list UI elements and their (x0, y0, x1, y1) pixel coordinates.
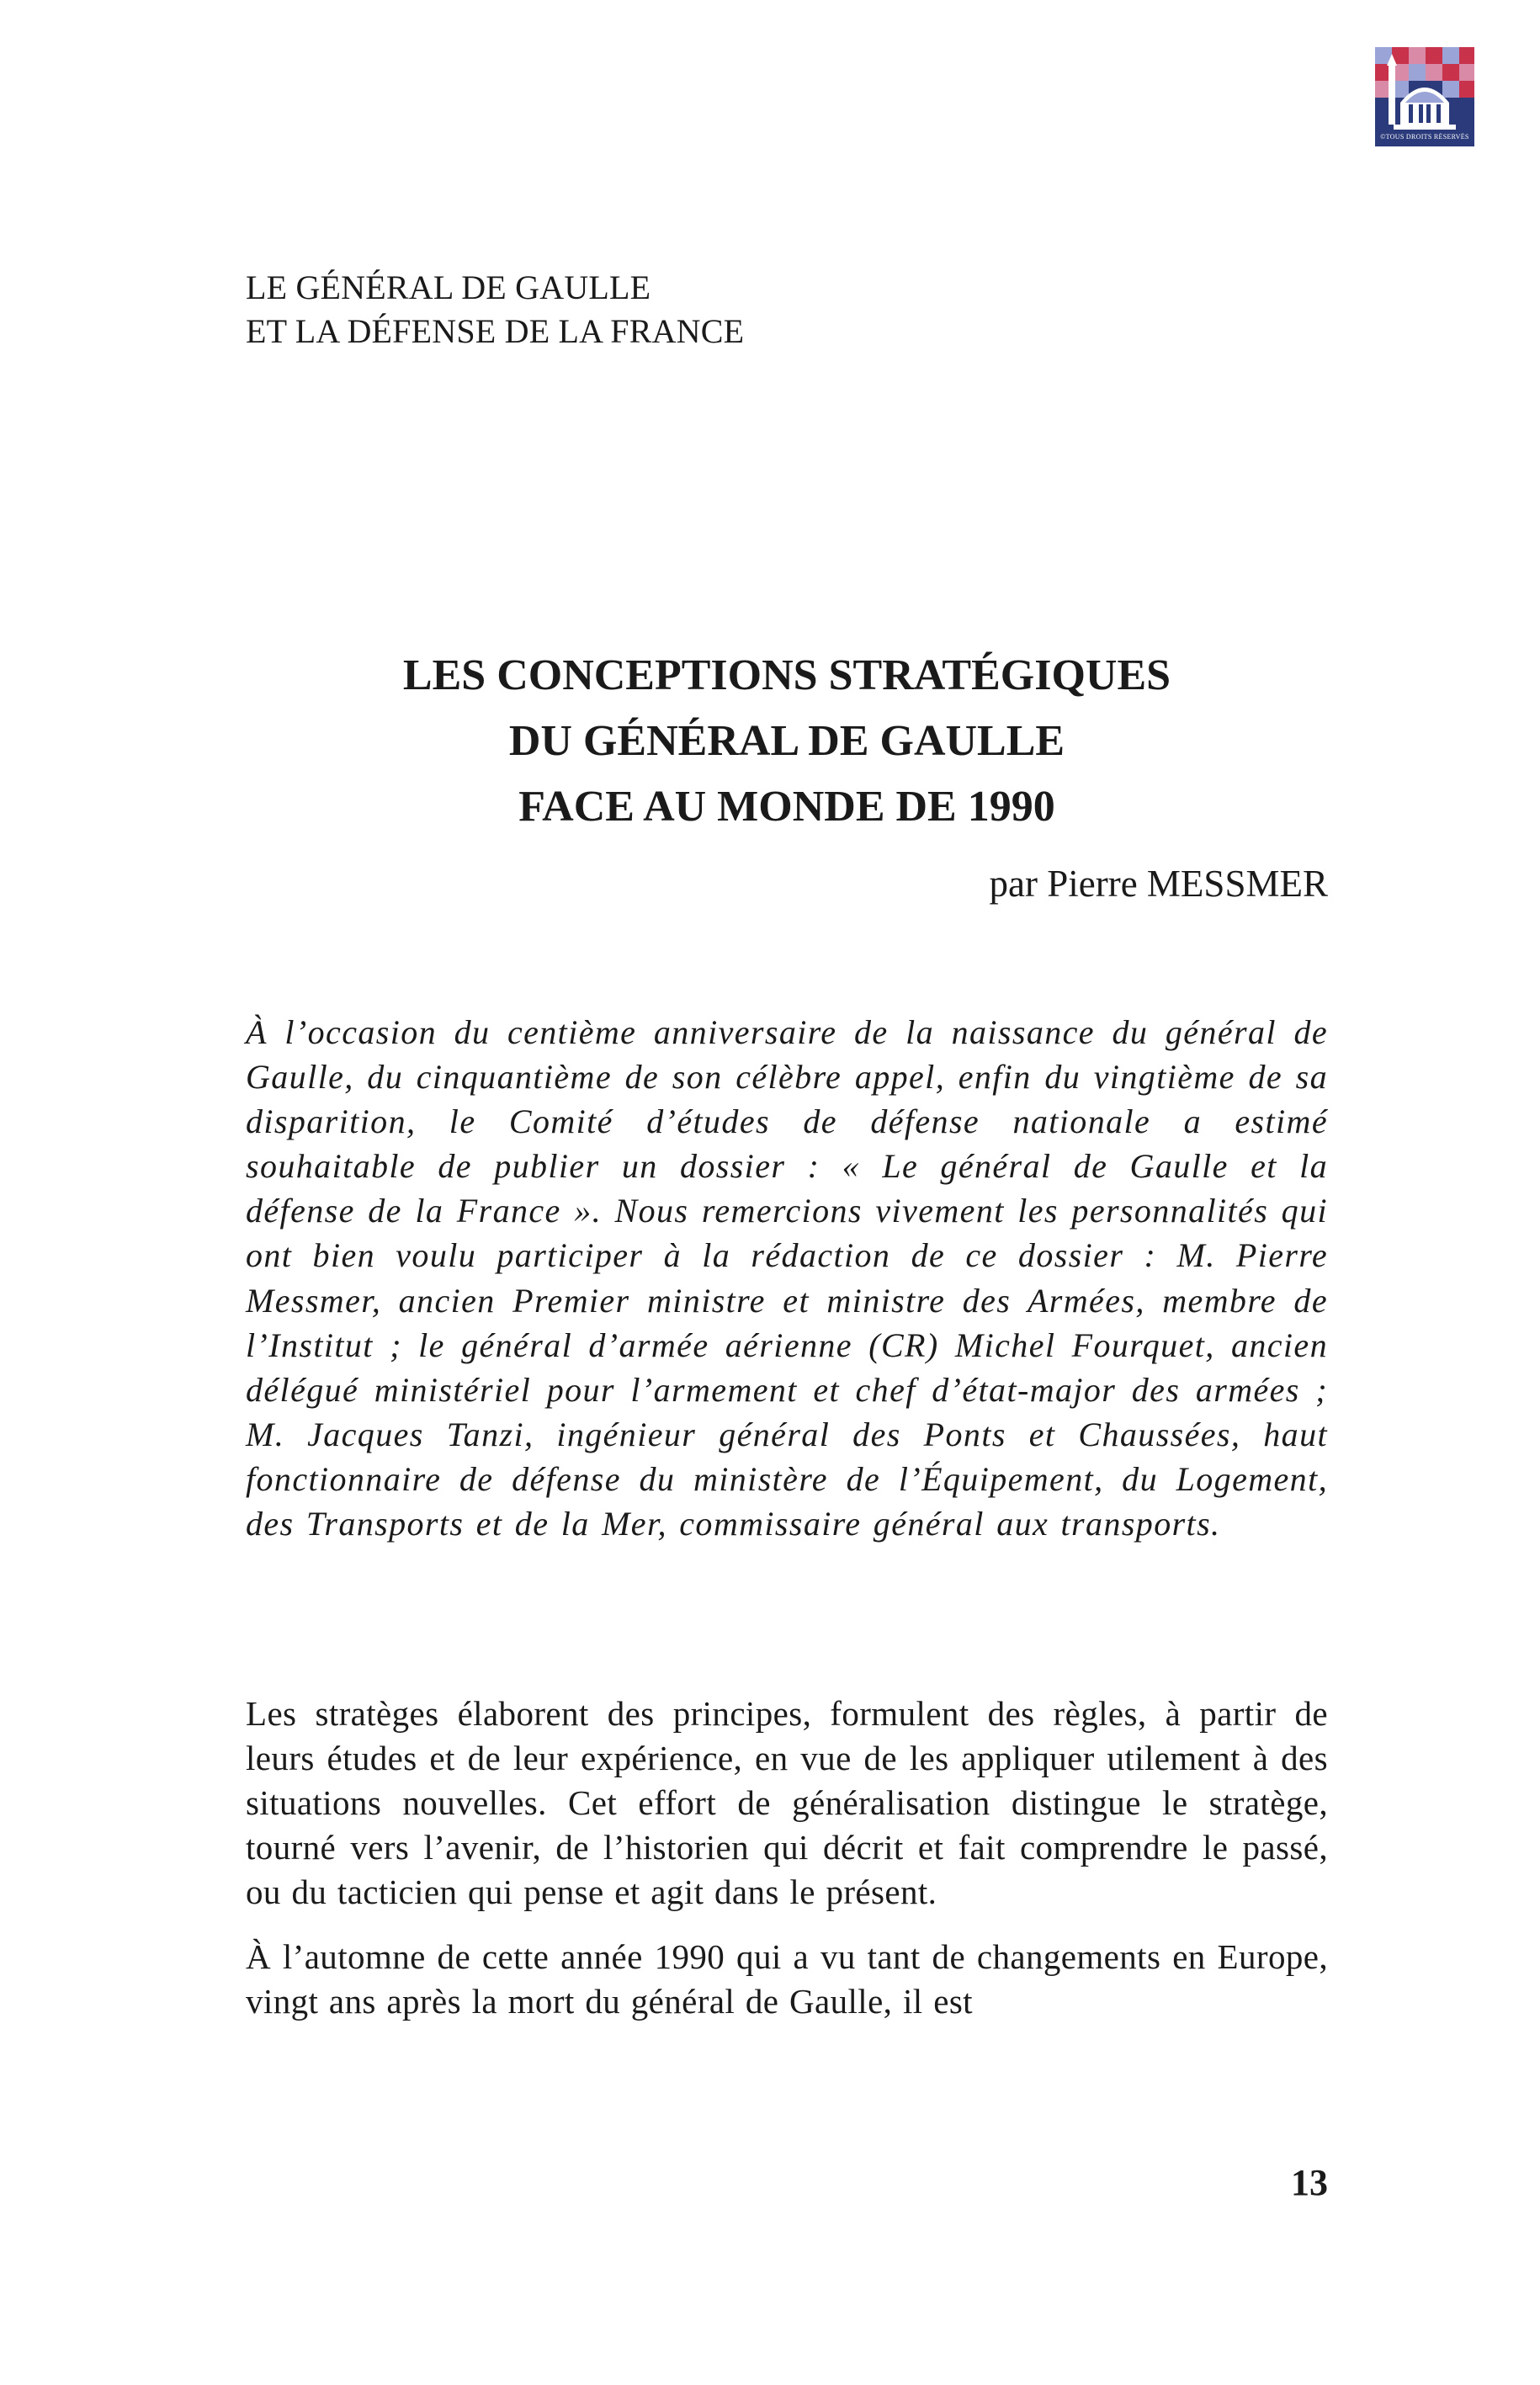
intro-paragraph: À l’occasion du centième anniversaire de la naissance du général de Gaulle, du cinquantième de son célèbre appel, enfin du vingtième de sa disparition, le Comité d’études de défense nationale a estimé souhaitable de publier un dossier : « Le général de Gaulle et la défense de la France ». Nous remercions vivement les personnalités qui ont bien voulu participer à la rédaction de ce dossier : M. Pierre Messmer, ancien Premier ministre et ministre des Armées, membre de l’Institut ; le général d’armée aérienne (CR) Michel Fourquet, ancien délégué ministériel pour l’armement et chef d’état-major des armées ; M. Jacques Tanzi, ingénieur général des Ponts et Chaussées, haut fonctionnaire de défense du ministère de l’Équipement, du Logement, des Transports et de la Mer, commissaire général aux transports. (246, 1013, 1328, 1543)
article-title-line: FACE AU MONDE DE 1990 (518, 783, 1055, 831)
author-byline: par Pierre MESSMER (989, 863, 1328, 905)
article-title-line: LES CONCEPTIONS STRATÉGIQUES (402, 651, 1171, 699)
publisher-logo (1375, 47, 1474, 146)
editorial-introduction (246, 1010, 1328, 1546)
article-title-line: DU GÉNÉRAL DE GAULLE (508, 717, 1065, 765)
series-heading (246, 266, 744, 353)
body-paragraph: Les stratèges élaborent des principes, formulent des règles, à partir de leurs études et de leur expérience, en vue de les appliquer utilement à des situations nouvelles. Cet effort de généralisation distingue le stratège, tourné vers l’avenir, de l’historien qui décrit et fait comprendre le passé, ou du tacticien qui pense et agit dans le présent. (246, 1694, 1328, 1911)
logo-caption: ©TOUS DROITS RÉSERVÉS (1380, 133, 1469, 141)
page-number: 13 (1291, 2162, 1328, 2203)
body-paragraph: À l’automne de cette année 1990 qui a vu tant de changements en Europe, vingt ans après la mort du général de Gaulle, il est (246, 1937, 1328, 2021)
series-heading-line: ET LA DÉFENSE DE LA FRANCE (246, 312, 745, 350)
article-body (246, 1692, 1328, 2044)
article-title (246, 643, 1328, 840)
series-heading-line: LE GÉNÉRAL DE GAULLE (246, 268, 651, 306)
dome-building-icon (1375, 47, 1474, 146)
